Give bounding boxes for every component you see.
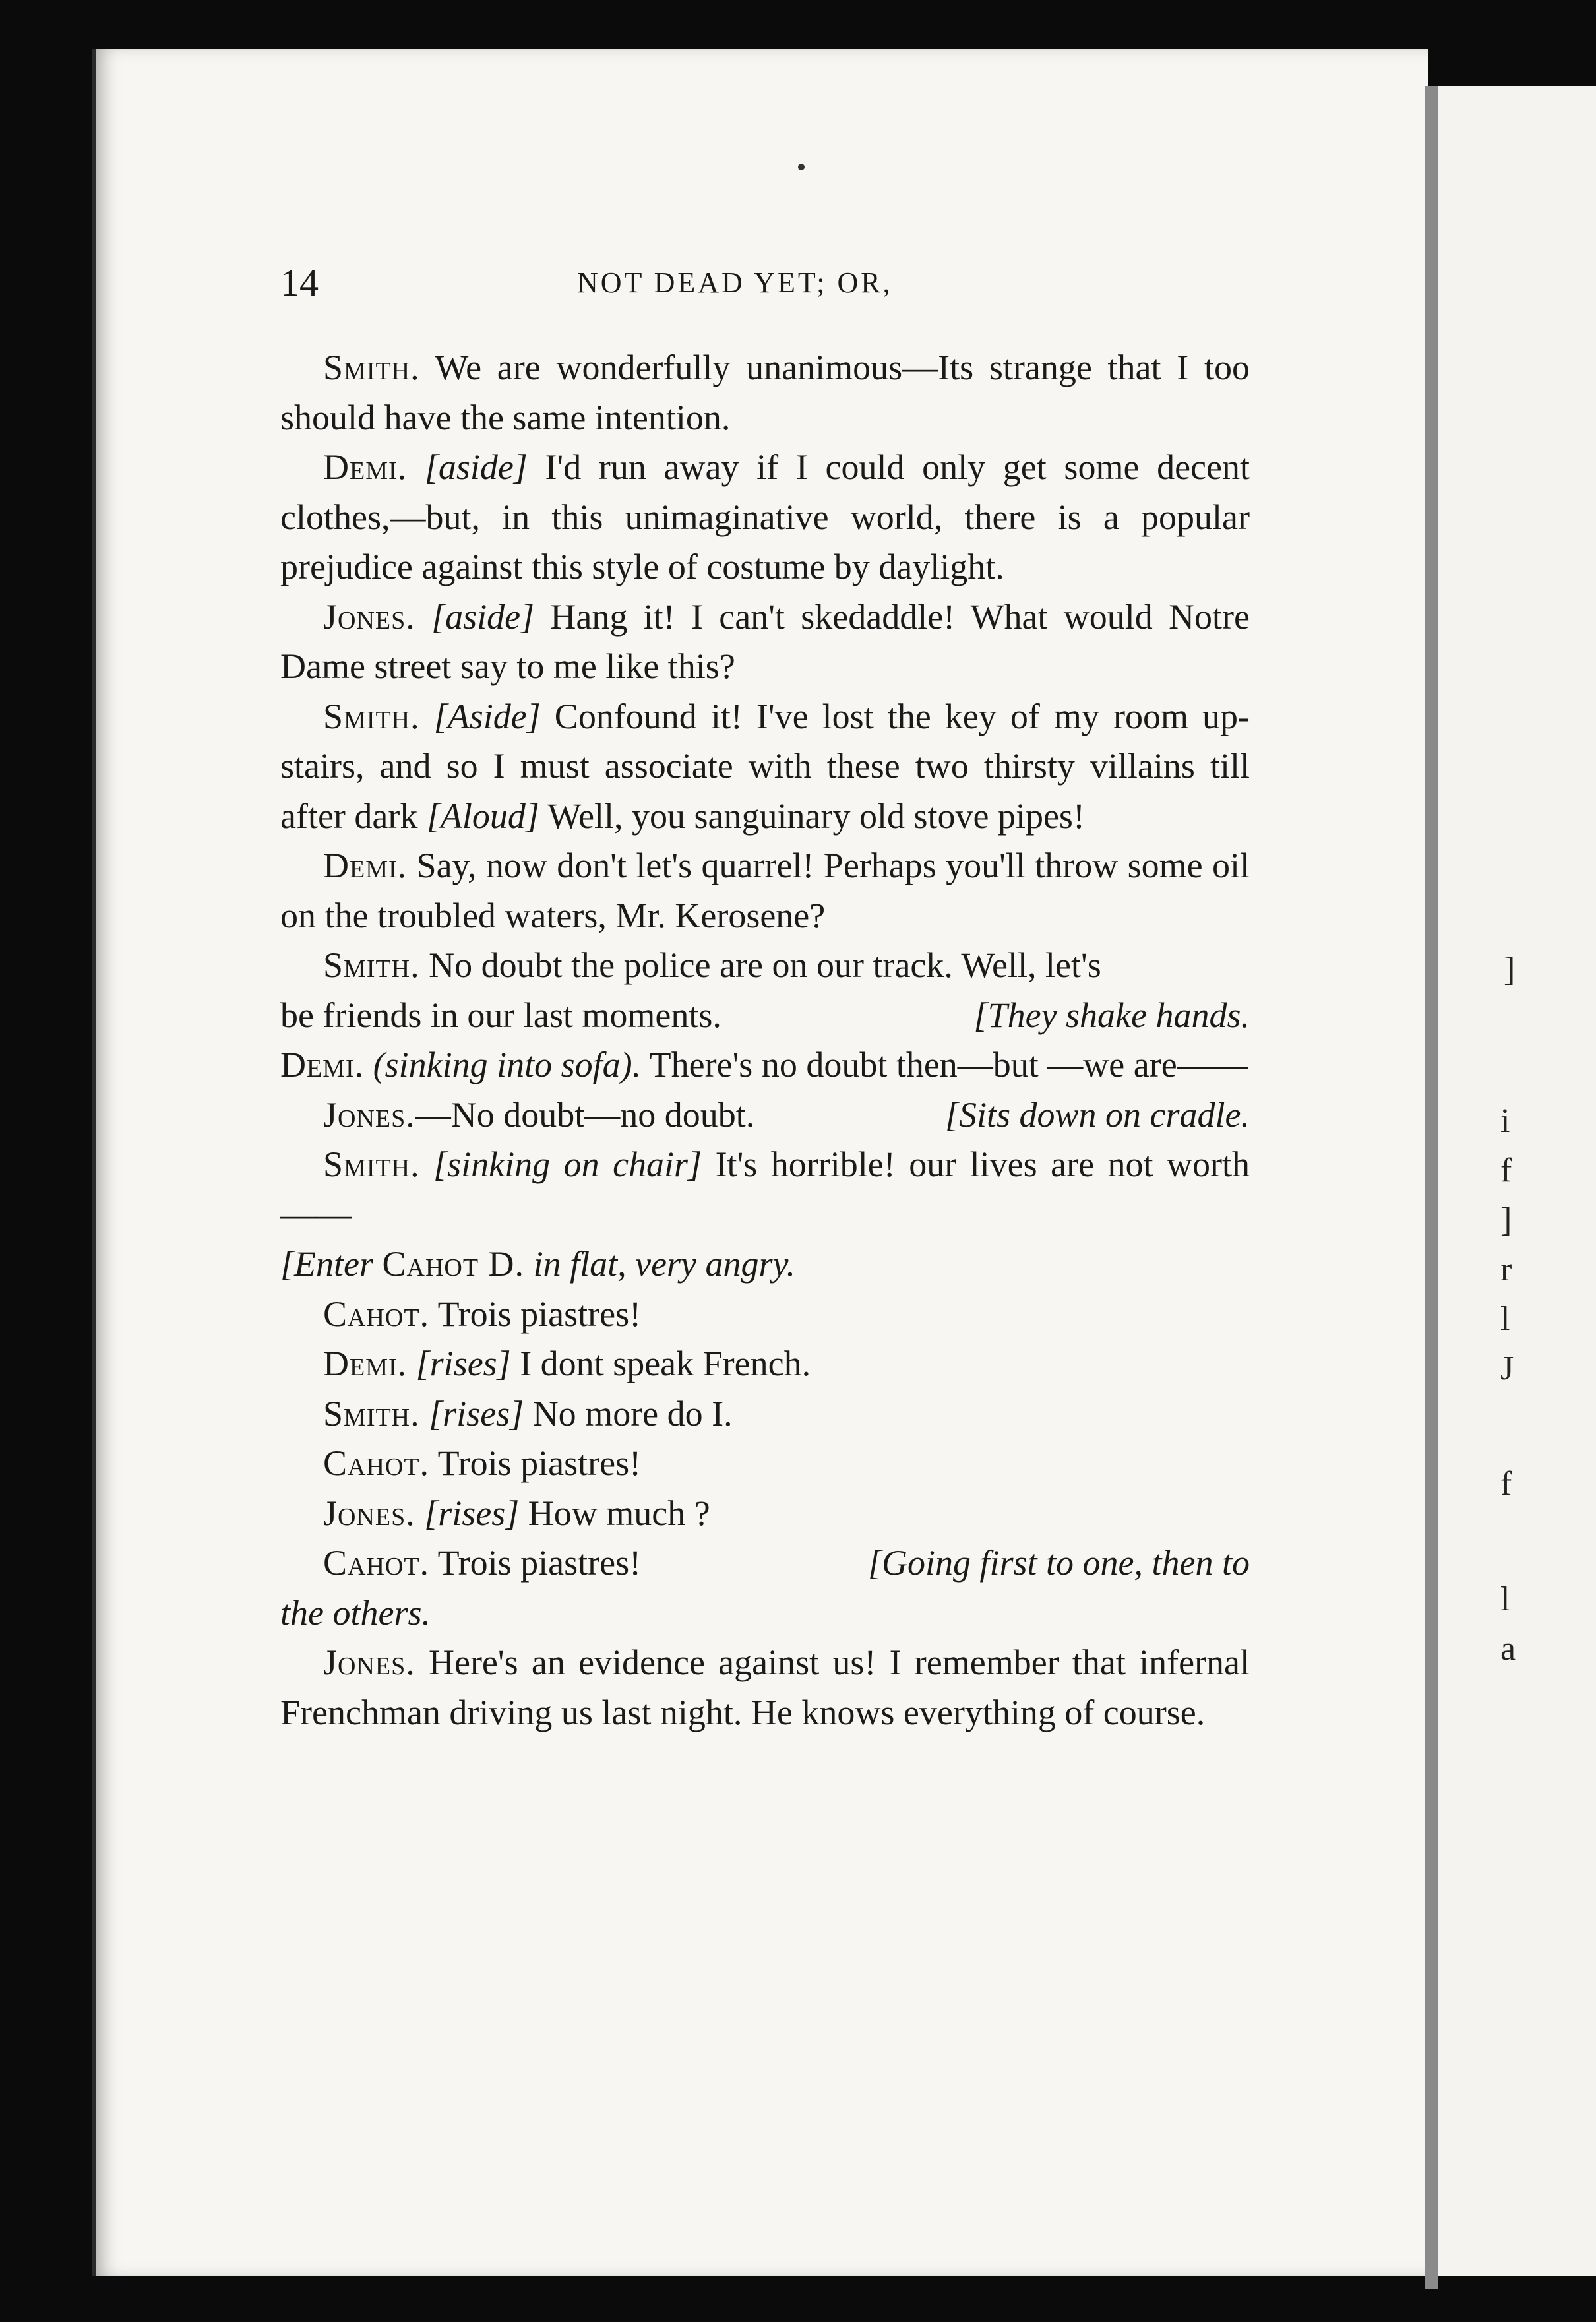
speaker-name: Cahot. (323, 1543, 430, 1583)
dialogue-paragraph (280, 1040, 1250, 1090)
dialogue-text: —No doubt—no doubt. (415, 1094, 755, 1135)
dialogue-paragraph (280, 443, 1250, 592)
facing-page-char: l (1500, 1581, 1510, 1618)
dialogue-text: Trois piastres! (437, 1294, 642, 1334)
dialogue-paragraph (280, 343, 1250, 443)
stage-direction: [rises] (429, 1393, 524, 1433)
speaker-name: Smith. (323, 1393, 420, 1433)
dialogue-text: There's no doubt then—but —we are—— (649, 1045, 1248, 1084)
dialogue-text: Say, now don't let's quarrel! Perhaps you'll throw some oil on the troubled waters, Mr. Kerosene? (280, 846, 1250, 935)
speaker-name: Jones. (323, 1643, 415, 1682)
facing-page-char: ] (1500, 1201, 1512, 1239)
page-number: 14 (280, 261, 319, 304)
dialogue-text: be friends in our last moments. (280, 995, 721, 1035)
dialogue-text: Well, you sanguinary old stove pipes! (547, 796, 1085, 836)
dialogue-paragraph (280, 841, 1250, 941)
dialogue-paragraph (280, 592, 1250, 692)
stage-direction: [Sits down on cradle. (944, 1094, 1250, 1135)
stage-direction: [They shake hands. (973, 995, 1250, 1035)
speaker-name: Demi. (280, 1045, 365, 1084)
stage-direction: [aside] (431, 596, 535, 637)
facing-page-fragment (1438, 86, 1596, 2276)
stage-direction-line (280, 1239, 1250, 1290)
dialogue-paragraph (280, 1140, 1250, 1239)
dialogue-line (280, 991, 1250, 1041)
dialogue-paragraph (280, 1389, 1250, 1439)
facing-page-char: l (1500, 1300, 1510, 1338)
speaker-name: Smith. (323, 348, 420, 387)
dialogue-paragraph (280, 692, 1250, 842)
speaker-name: Jones. (323, 1094, 415, 1135)
speaker-name: Demi. (323, 846, 408, 885)
dialogue-text: I dont speak French. (520, 1344, 811, 1383)
stage-direction: (sinking into sofa). (373, 1045, 642, 1084)
dialogue-text: It's horrible! our lives are not worth—— (280, 1145, 1250, 1234)
dialogue-paragraph (280, 1638, 1250, 1738)
speaker-name: Demi. (323, 1344, 408, 1383)
dialogue-line (280, 1090, 1250, 1141)
facing-page-char: J (1500, 1350, 1514, 1387)
speaker-name: Cahot. (323, 1294, 430, 1334)
facing-page-char: ] (1504, 951, 1516, 988)
dialogue-text: Hang it! I can't skedaddle! What would Notre Dame street say to me like this? (280, 596, 1250, 686)
dialogue-text: Here's an evidence against us! I remember that infernal Frenchman driving us last night. He knows everything of course. (280, 1643, 1250, 1732)
facing-page-char: a (1500, 1630, 1516, 1668)
speaker-name: Jones. (323, 1493, 415, 1533)
stage-direction: [Enter (280, 1244, 373, 1284)
dialogue-line (280, 1538, 1250, 1588)
dialogue-text: No doubt the police are on our track. Well, let's (429, 945, 1101, 985)
dialogue-text: We are wonderfully unanimous—Its strange that I too should have the same intention. (280, 348, 1250, 437)
dialogue-text: No more do I. (532, 1393, 733, 1433)
facing-page-char: f (1500, 1152, 1512, 1189)
speaker-name: Smith. (323, 1145, 420, 1184)
speaker-name: Smith. (323, 696, 420, 736)
facing-page-char: r (1500, 1251, 1512, 1288)
stage-direction: [rises] (415, 1344, 511, 1383)
dialogue-paragraph (280, 1290, 1250, 1340)
stage-direction: the others. (280, 1592, 431, 1633)
speaker-name: Demi. (323, 447, 408, 487)
facing-page-char: i (1500, 1102, 1510, 1140)
dialogue-paragraph (280, 1439, 1250, 1489)
speaker-name: Smith. (323, 945, 420, 985)
stage-direction: [aside] (424, 447, 528, 487)
stage-direction: [rises] (424, 1493, 520, 1533)
stage-direction: [Aside] (433, 696, 541, 736)
speaker-name: Jones. (323, 596, 415, 637)
dialogue-text: How much ? (528, 1493, 710, 1533)
dialogue-paragraph (280, 1339, 1250, 1389)
dialogue-text: I'd run away if I could only get some decent clothes,—but, in this unimaginative world, there is a popular prejudice against this style of costume by daylight. (280, 447, 1250, 586)
speaker-name: Cahot. (323, 1443, 430, 1483)
dialogue-paragraph (280, 1489, 1250, 1539)
speaker-name: Cahot D. (382, 1244, 525, 1284)
running-head: NOT DEAD YET; OR, (577, 267, 893, 299)
page-header (280, 261, 1250, 313)
play-text (280, 343, 1250, 1738)
dialogue-paragraph (280, 941, 1250, 991)
facing-page-char: f (1500, 1465, 1512, 1503)
stage-direction: in flat, very angry. (533, 1244, 795, 1284)
stage-direction: [sinking on chair] (433, 1145, 702, 1184)
dialogue-text: Trois piastres! (437, 1543, 642, 1583)
stage-direction: [Aloud] (426, 796, 539, 836)
stage-direction: [Going first to one, then to (868, 1543, 1250, 1583)
stage-direction-line (280, 1588, 1250, 1639)
page-gutter (1425, 86, 1438, 2289)
dialogue-text: Confound it! I've lost the key of my room up-stairs, and so I must associate with these two thirsty villains till after dark (280, 696, 1250, 836)
print-speck (798, 164, 805, 170)
dialogue-text: Trois piastres! (437, 1443, 642, 1483)
